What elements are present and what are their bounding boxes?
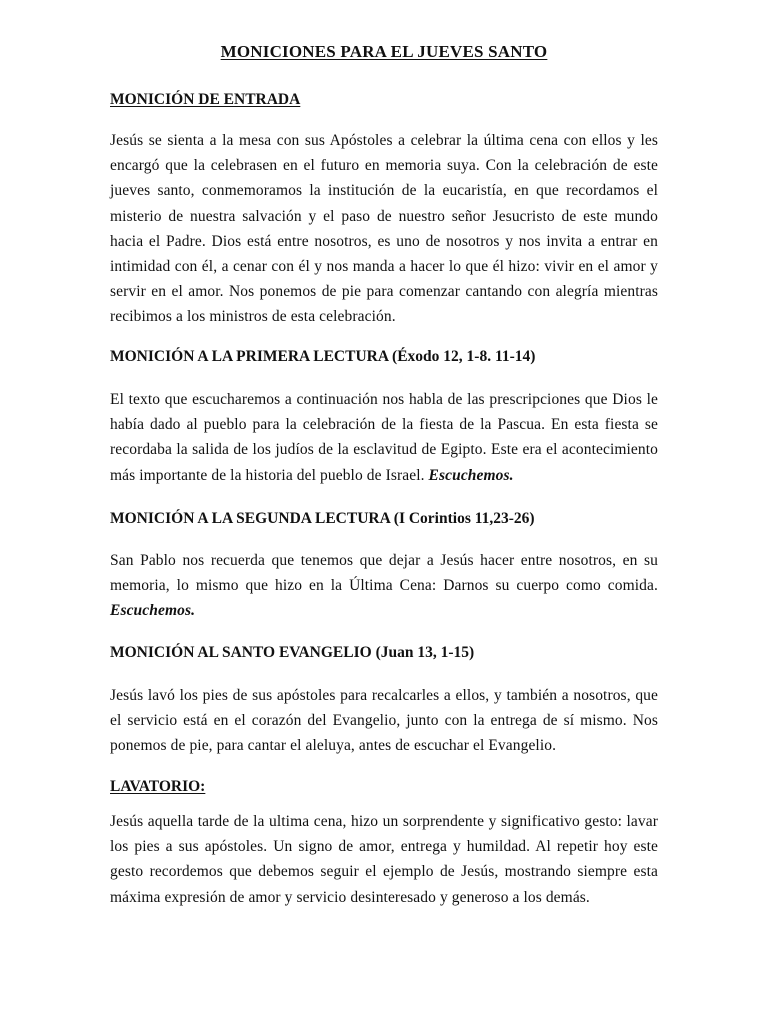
paragraph-monicion-entrada: Jesús se sienta a la mesa con sus Apóstoles a celebrar la última cena con ellos y les encargó que la celebrasen en el futuro en memoria suya. Con la celebración de este jueves santo, conmemoramos la institución de la eucaristía, en que recordamos el misterio de nuestra salvación y el paso de nuestro señor Jesucristo de este mundo hacia el Padre. Dios está entre nosotros, es uno de nosotros y nos invita a entrar en intimidad con él, a cenar con él y nos manda a hacer lo que él hizo: vivir en el amor y servir en el amor. Nos ponemos de pie para comenzar cantando con alegría mientras recibimos a los ministros de esta celebración. <box>110 132 658 326</box>
paragraph-segunda-lectura <box>110 548 658 624</box>
paragraph-lavatorio: Jesús aquella tarde de la ultima cena, hizo un sorprendente y significativo gesto: lavar los pies a sus apóstoles. Un signo de amor, entrega y humildad. Al repetir hoy este gesto recordemos que debemos seguir el ejemplo de Jesús, mostrando siempre esta máxima expresión de amor y servicio desinteresado y generoso a los demás. <box>110 813 658 906</box>
heading-santo-evangelio: MONICIÓN AL SANTO EVANGELIO (Juan 13, 1-15) <box>110 644 475 661</box>
heading-primera-lectura: MONICIÓN A LA PRIMERA LECTURA (Éxodo 12, 1-8. 11-14) <box>110 348 536 365</box>
document-title: MONICIONES PARA EL JUEVES SANTO <box>220 42 548 61</box>
heading-segunda-lectura: MONICIÓN A LA SEGUNDA LECTURA (I Corintios 11,23-26) <box>110 510 535 527</box>
segunda-lectura-text: San Pablo nos recuerda que tenemos que dejar a Jesús hacer entre nosotros, en su memoria, lo mismo que hizo en la Última Cena: Darnos su cuerpo como comida. <box>110 552 658 595</box>
heading-monicion-entrada: MONICIÓN DE ENTRADA <box>110 91 301 108</box>
primera-lectura-emphasis: Escuchemos. <box>428 466 514 484</box>
segunda-lectura-emphasis: Escuchemos. <box>110 602 196 620</box>
paragraph-primera-lectura <box>110 387 658 488</box>
paragraph-santo-evangelio: Jesús lavó los pies de sus apóstoles para recalcarles a ellos, y también a nosotros, que el servicio está en el corazón del Evangelio, junto con la entrega de sí mismo. Nos ponemos de pie, para cantar el aleluya, antes de escuchar el Evangelio. <box>110 687 658 755</box>
primera-lectura-text: El texto que escucharemos a continuación nos habla de las prescripciones que Dios le había dado al pueblo para la celebración de la fiesta de la Pascua. En esta fiesta se recordaba la salida de los judíos de la esclavitud de Egipto. Este era el acontecimiento más importante de la historia del pueblo de Israel. <box>110 391 658 484</box>
heading-lavatorio: LAVATORIO: <box>110 778 206 795</box>
